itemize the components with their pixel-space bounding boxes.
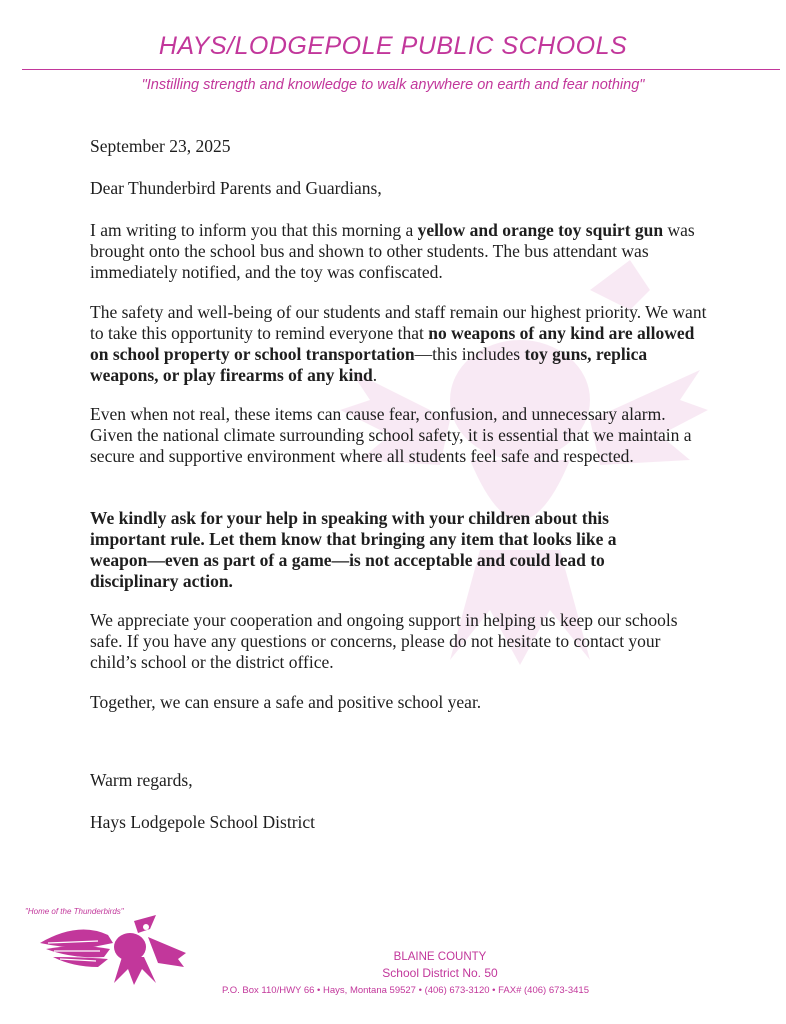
text-run: —this includes <box>414 344 525 364</box>
footer-county: BLAINE COUNTY <box>393 951 487 963</box>
paragraph-climate: Even when not real, these items can cause fear, confusion, and unnecessary alarm. Given the national climate surrounding school safety, it is essential that we maintain a secure and supportive environment where all students feel safe and respected. <box>90 404 692 466</box>
text-run: was brought onto the school bus and shown to other students. The bus attendant was immediately notified, and the toy was confiscated. <box>90 220 695 282</box>
text-run: . <box>372 365 378 385</box>
text-run: The safety and well-being of our students and staff remain our highest priority. We want to take this opportunity to remind everyone that <box>90 302 707 343</box>
school-motto: "Instilling strength and knowledge to walk anywhere on earth and fear nothing" <box>141 77 645 93</box>
paragraph-incident <box>90 220 710 283</box>
paragraph-together: Together, we can ensure a safe and positive school year. <box>90 692 482 712</box>
bold-run: no weapons of any kind are allowed on school property or school transportation <box>90 323 695 364</box>
footer-tagline: "Home of the Thunderbirds" <box>25 907 124 916</box>
letter-signature: Hays Lodgepole School District <box>90 812 316 832</box>
school-name-title: HAYS/LODGEPOLE PUBLIC SCHOOLS <box>158 32 628 60</box>
paragraph-appreciation: We appreciate your cooperation and ongoing support in helping us keep our schools safe. If you have any questions or concerns, please do not hesitate to contact your child’s school or the district office. <box>90 610 678 672</box>
paragraph-safety-policy <box>90 302 710 386</box>
text-run: I am writing to inform you that this morning a <box>90 220 418 240</box>
footer-district: School District No. 50 <box>382 966 498 980</box>
paragraph-request: We kindly ask for your help in speaking with your children about this important rule. Let them know that bringing any item that looks like a weapon—even as part of a game—is not acceptable and could lead to disciplinary action. <box>90 508 617 591</box>
thunderbird-logo-icon <box>38 913 188 985</box>
bold-run: toy guns, replica weapons, or play firearms of any kind <box>90 344 648 385</box>
bold-run: yellow and orange toy squirt gun <box>417 220 664 240</box>
letter-date: September 23, 2025 <box>90 136 231 156</box>
header-divider <box>22 69 780 70</box>
letter-closing: Warm regards, <box>90 770 193 790</box>
letter-greeting: Dear Thunderbird Parents and Guardians, <box>90 178 382 198</box>
footer-address: P.O. Box 110/HWY 66 • Hays, Montana 59527 • (406) 673-3120 • FAX# (406) 673-3415 <box>222 985 589 996</box>
